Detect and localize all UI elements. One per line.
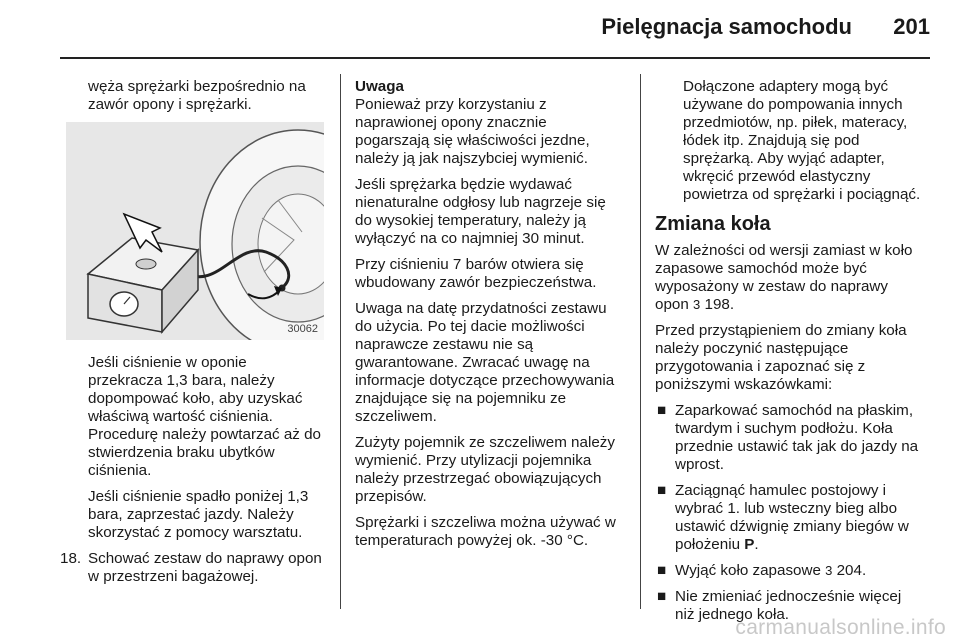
reference-icon: 3 [825, 563, 833, 578]
column-divider-2 [640, 74, 641, 609]
paragraph-disposal: Zużyty pojemnik ze szczeliwem należy wymienić. Przy utylizacji pojemnika należy przestrzegać obowiązujących przepisów. [355, 434, 615, 505]
header-rule [60, 57, 930, 59]
paragraph-pressure-below: Jeśli ciśnienie spadło poniżej 1,3 bara, zaprzestać jazdy. Należy skorzystać z pomocy warsztatu. [88, 488, 309, 541]
paragraph-version: W zależności od wersji zamiast w koło zapasowe samochód może być wyposażony w zestaw do naprawy opon 3 198. [655, 242, 913, 313]
paragraph-adapters: Dołączone adaptery mogą być używane do pompowania innych przedmiotów, np. piłek, materacy, łódek itp. Znajdują się pod sprężarką. Aby wyjąć adapter, wkręcić przewód elastyczny powietrza od sprężarki i pociągnąć. [683, 78, 921, 203]
column-right [655, 78, 923, 632]
paragraph-pressure-above: Jeśli ciśnienie w oponie przekracza 1,3 bara, należy dopompować koło, aby uzyskać właściwą wartość ciśnienia. Procedurę należy powtarzać aż do stwierdzenia braku ubytków ciśnienia. [88, 354, 322, 479]
page-number: 201 [893, 14, 930, 39]
paragraph-preparations: Przed przystąpieniem do zmiany koła należy poczynić następujące przygotowania i zapoznać się z poniższymi wskazówkami: [655, 322, 907, 393]
reference-icon: 3 [693, 297, 701, 312]
intro-text: węża sprężarki bezpośrednio na zawór opony i sprężarki. [88, 78, 306, 113]
paragraph-expiry: Uwaga na datę przydatności zestawu do użycia. Po tej dacie możliwości naprawcze zestawu nie są gwarantowane. Zwracać uwagę na informacje dotyczące przechowywania znajdujące się na pojemniku ze szczeliwem. [355, 300, 615, 425]
bullet-icon: ■ [657, 482, 667, 499]
page-header [0, 0, 960, 58]
bullet-icon: ■ [657, 588, 667, 605]
figure-compressor-illustration [66, 122, 324, 340]
watermark: carmanualsonline.info [735, 616, 946, 639]
figure-number: 30062 [287, 323, 318, 335]
note-title: Uwaga [355, 78, 404, 95]
bullet-icon: ■ [657, 562, 667, 579]
paragraph-temperature: Sprężarki i szczeliwa można używać w temperaturach powyżej ok. -30 °C. [355, 514, 616, 549]
note-text: Ponieważ przy korzystaniu z naprawionej opony znacznie pogarszają się właściwości jezdne, należy ją jak najszybciej wymienić. [355, 96, 590, 167]
column-left [60, 78, 325, 586]
page-reference[interactable]: 204. [836, 562, 867, 579]
list-item: ■ Wyjąć koło zapasowe 3 204. [657, 562, 867, 579]
compressor-illustration [66, 122, 324, 340]
page-title: Pielęgnacja samochodu [601, 14, 852, 39]
column-middle [355, 78, 625, 558]
bullet-icon: ■ [657, 402, 667, 419]
column-divider-1 [340, 74, 341, 609]
page-reference[interactable]: 198. [704, 296, 735, 313]
paragraph-safety-valve: Przy ciśnieniu 7 barów otwiera się wbudowany zawór bezpieczeństwa. [355, 256, 597, 291]
list-item: ■ Nie zmieniać jednocześnie więcej niż jednego koła. [657, 588, 902, 623]
step-18 [60, 550, 325, 586]
list-item: ■ Zaparkować samochód na płaskim, twardym i suchym podłożu. Koła przednie ustawić tak jak do jazdy na wprost. [657, 402, 919, 473]
step-number: 18. [60, 550, 82, 567]
paragraph-noise: Jeśli sprężarka będzie wydawać nienaturalne odgłosy lub nagrzeje się do wysokiej temperatury, należy ją wyłączyć na co najmniej 30 minut. [355, 176, 606, 247]
step-text: Schować zestaw do naprawy opon w przestrzeni bagażowej. [88, 550, 322, 585]
section-heading: Zmiana koła [655, 213, 771, 235]
list-item: ■ Zaciągnąć hamulec postojowy i wybrać 1. lub wsteczny bieg albo ustawić dźwignię zmiany biegów w położeniu P. [657, 482, 909, 553]
